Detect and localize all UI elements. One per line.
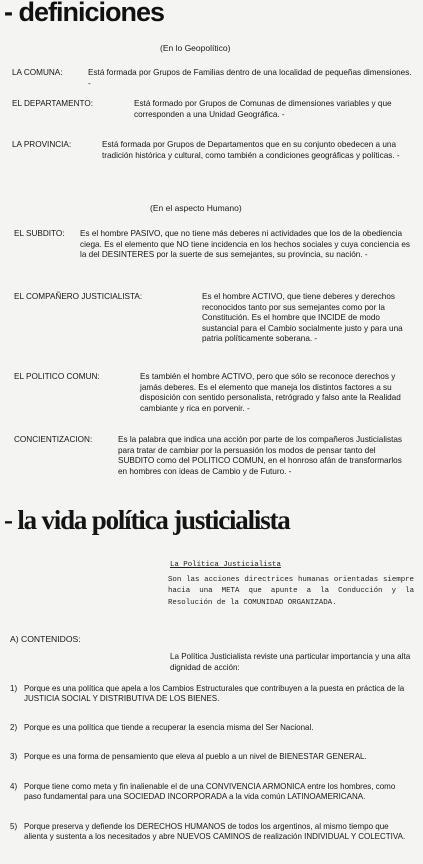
definition-concientizacion: Es la palabra que indica una acción por parte de los compañeros Justicialistas para tratar de cambiar por la persuasión los modos de pensar tanto del SUBDITO como del POLITICO COMUN, en el honroso afán de transformarlos en hombres con ideas de Cambio y de Futuro. - [118, 435, 402, 476]
term-companero-justicialista: EL COMPAÑERO JUSTICIALISTA: [14, 292, 143, 301]
typed-title: La Política Justicialista [170, 561, 281, 569]
list-item [10, 782, 414, 814]
entry-concientizacion [14, 435, 412, 493]
definition-departamento: Está formado por Grupos de Comunas de dimensiones variables y que corresponden a una Unidad Geográfica. - [134, 99, 392, 119]
note-humano: (En el aspecto Humano) [150, 203, 242, 213]
typed-definition-block [168, 560, 414, 609]
entry-departamento [12, 99, 412, 132]
definition-companero-justicialista: Es el hombre ACTIVO, que tiene deberes y derechos reconocidos tanto por sus semejantes como por la Constitución. Es el hombre que INCIDE de modo sustancial para el Cambio socialmente justo y para una patria políticamente soberana. - [202, 292, 403, 344]
note-geopolitico: (En lo Geopolítico) [160, 43, 231, 53]
section-label-contenidos: A) CONTENIDOS: [10, 634, 81, 644]
term-concientizacion: CONCIENTIZACION: [14, 435, 93, 444]
definition-subdito: Es el hombre PASIVO, que no tiene más deberes ni actividades que los de la obediencia ciega. Es el elemento que NO tiene incidencia en los hechos sociales y cuya conciencia es la del DESINTERES por la suerte de sus semejantes, su provincia, su nación. - [80, 229, 410, 260]
definition-provincia: Está formada por Grupos de Departamentos que en su conjunto obedecen a una tradición histórica y cultural, como también a condiciones geográficas y políticas. - [102, 140, 400, 160]
definition-comuna: Está formada por Grupos de Familias dentro de una localidad de pequeñas dimensiones. - [88, 68, 412, 88]
list-item-text: Porque es una política que apela a los Cambios Estructurales que contribuyen a la puesta en práctica de la JUSTICIA SOCIAL Y DISTRIBUTIVA DE LOS BIENES. [24, 684, 405, 704]
list-item [10, 752, 414, 774]
heading-definiciones: - definiciones [4, 0, 165, 27]
typed-body: Son las acciones directrices humanas orientadas siempre hacia una META que apunte a la Conducción y la Resolución de la COMUNIDAD ORGANIZADA. [168, 576, 414, 607]
heading-vida-politica: - la vida política justicialista [4, 505, 290, 535]
list-item-text: Porque tiene como meta y fin inalienable el de una CONVIVENCIA ARMONICA entre los hombres, como paso fundamental para una SOCIEDAD INCORPORADA a la vida común LATINOAMERICANA. [24, 782, 396, 802]
entry-comuna [12, 68, 412, 90]
entry-subdito [14, 229, 412, 283]
list-item [10, 723, 414, 745]
term-departamento: EL DEPARTAMENTO: [12, 99, 93, 108]
entry-provincia [12, 140, 412, 173]
list-item-number: 5) [10, 822, 18, 831]
list-item [10, 684, 414, 716]
term-comuna: LA COMUNA: [12, 68, 63, 77]
term-subdito: EL SUBDITO: [14, 229, 65, 238]
list-item-number: 4) [10, 782, 18, 791]
list-item-text: Porque es una forma de pensamiento que eleva al pueblo a un nivel de BIENESTAR GENERAL. [24, 752, 367, 761]
term-politico-comun: EL POLITICO COMUN: [14, 372, 100, 381]
list-item-number: 2) [10, 723, 18, 732]
list-item-text: Porque es una política que tiende a recuperar la esencia misma del Ser Nacional. [24, 723, 314, 732]
list-item-number: 3) [10, 752, 18, 761]
definition-politico-comun: Es también el hombre ACTIVO, pero que sólo se reconoce derechos y jamás deberes. Es el elemento que maneja los distintos factores a su disposición con sentido personalista, retrógrado y falso ante la Realidad cambiante y rica en porvenir. - [140, 372, 401, 413]
list-item-number: 1) [10, 684, 18, 693]
list-item [10, 822, 414, 854]
list-item-text: Porque preserva y defiende los DERECHOS HUMANOS de todos los argentinos, al mismo tiempo que alienta y sustenta a los necesitados y abre NUEVOS CAMINOS de realización INDIVIDUAL Y COLECTIVA. [24, 822, 406, 842]
term-provincia: LA PROVINCIA: [12, 140, 72, 149]
entry-politico-comun [14, 372, 412, 426]
contenidos-intro: La Política Justicialista reviste una particular importancia y una alta dignidad de acción: [170, 652, 411, 672]
entry-companero-justicialista [14, 292, 412, 358]
